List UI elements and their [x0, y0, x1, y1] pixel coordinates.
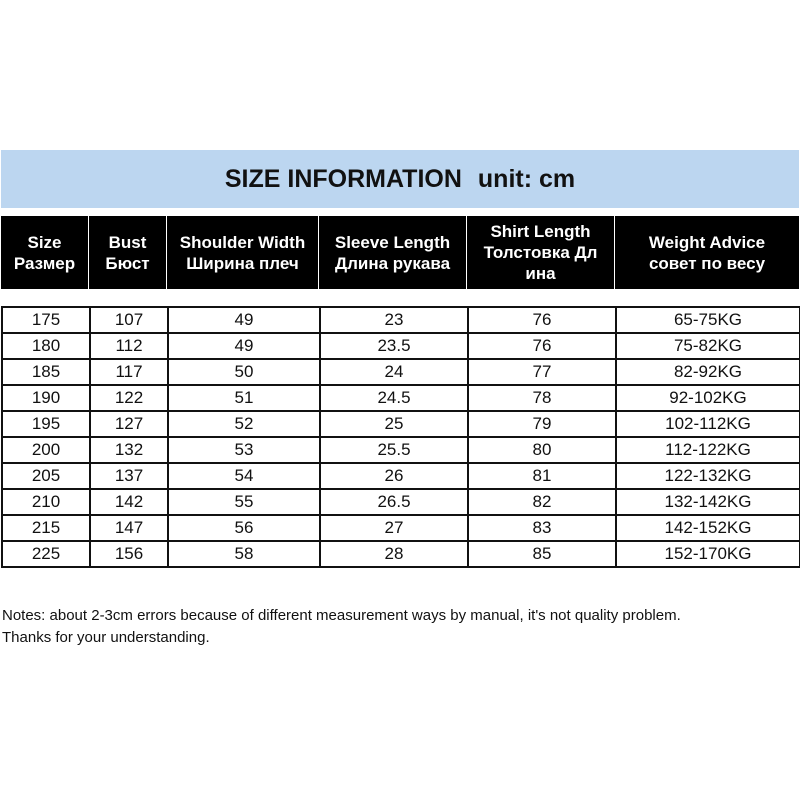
table-row	[2, 307, 800, 333]
table-cell: 82	[468, 489, 616, 515]
table-row	[2, 359, 800, 385]
table-cell: 122	[90, 385, 168, 411]
table-cell: 81	[468, 463, 616, 489]
table-row	[2, 411, 800, 437]
table-cell: 205	[2, 463, 90, 489]
header-line: Длина рукава	[334, 253, 451, 273]
table-cell: 54	[168, 463, 320, 489]
header-line: Size	[27, 232, 62, 252]
table-cell: 26	[320, 463, 468, 489]
header-sleeve-length	[319, 216, 467, 289]
table-cell: 210	[2, 489, 90, 515]
table-cell: 195	[2, 411, 90, 437]
table-cell: 185	[2, 359, 90, 385]
header-line: Bust	[108, 232, 147, 252]
header-line: Бюст	[105, 253, 150, 273]
table-cell: 23	[320, 307, 468, 333]
table-cell: 200	[2, 437, 90, 463]
header-shoulder-width	[167, 216, 319, 289]
table-cell: 80	[468, 437, 616, 463]
header-line: ина	[525, 264, 556, 283]
table-cell: 117	[90, 359, 168, 385]
table-cell: 28	[320, 541, 468, 567]
table-cell: 190	[2, 385, 90, 411]
table-cell: 53	[168, 437, 320, 463]
header-weight-advice	[615, 216, 799, 289]
header-shirt-length	[467, 216, 615, 289]
table-cell: 180	[2, 333, 90, 359]
table-cell: 25.5	[320, 437, 468, 463]
table-cell: 49	[168, 307, 320, 333]
table-row	[2, 385, 800, 411]
header-line: Weight Advice	[648, 232, 766, 252]
table-cell: 50	[168, 359, 320, 385]
table-cell: 25	[320, 411, 468, 437]
unit-label: unit: cm	[477, 164, 576, 193]
table-row	[2, 437, 800, 463]
header-line: Shirt Length	[490, 222, 591, 241]
page-title: SIZE INFORMATION	[224, 164, 462, 193]
table-cell: 23.5	[320, 333, 468, 359]
table-cell: 77	[468, 359, 616, 385]
table-cell: 78	[468, 385, 616, 411]
table-cell: 102-112KG	[616, 411, 800, 437]
table-row	[2, 333, 800, 359]
table-cell: 49	[168, 333, 320, 359]
notes-line: Notes: about 2-3cm errors because of different measurement ways by manual, it's not quality problem.	[2, 607, 681, 624]
table-header	[1, 216, 799, 289]
notes-line: Thanks for your understanding.	[2, 629, 210, 646]
table-cell: 175	[2, 307, 90, 333]
title-band	[1, 150, 799, 208]
table-cell: 142	[90, 489, 168, 515]
table-cell: 132-142KG	[616, 489, 800, 515]
table-cell: 24.5	[320, 385, 468, 411]
notes	[2, 605, 798, 649]
header-line: Shoulder Width	[179, 232, 306, 252]
table-cell: 132	[90, 437, 168, 463]
table-row	[2, 489, 800, 515]
table-cell: 112	[90, 333, 168, 359]
table-cell: 76	[468, 307, 616, 333]
table-row	[2, 515, 800, 541]
table-cell: 55	[168, 489, 320, 515]
table-cell: 79	[468, 411, 616, 437]
table-cell: 156	[90, 541, 168, 567]
table-cell: 137	[90, 463, 168, 489]
table-cell: 107	[90, 307, 168, 333]
table-cell: 147	[90, 515, 168, 541]
size-table	[1, 306, 800, 568]
header-bust	[89, 216, 167, 289]
table-row	[2, 541, 800, 567]
table-cell: 92-102KG	[616, 385, 800, 411]
table-cell: 215	[2, 515, 90, 541]
table-cell: 27	[320, 515, 468, 541]
table-cell: 85	[468, 541, 616, 567]
table-cell: 152-170KG	[616, 541, 800, 567]
table-cell: 56	[168, 515, 320, 541]
header-line: совет по весу	[648, 253, 766, 273]
table-cell: 225	[2, 541, 90, 567]
table-cell: 122-132KG	[616, 463, 800, 489]
header-size	[1, 216, 89, 289]
table-cell: 65-75KG	[616, 307, 800, 333]
header-line: Ширина плеч	[186, 253, 299, 273]
table-cell: 83	[468, 515, 616, 541]
table-cell: 51	[168, 385, 320, 411]
table-cell: 142-152KG	[616, 515, 800, 541]
table-cell: 26.5	[320, 489, 468, 515]
table-cell: 127	[90, 411, 168, 437]
table-cell: 82-92KG	[616, 359, 800, 385]
table-cell: 112-122KG	[616, 437, 800, 463]
table-row	[2, 463, 800, 489]
table-cell: 52	[168, 411, 320, 437]
table-cell: 76	[468, 333, 616, 359]
header-line: Sleeve Length	[334, 232, 451, 252]
table-cell: 24	[320, 359, 468, 385]
table-body	[2, 307, 800, 567]
header-line: Толстовка Дл	[483, 243, 598, 262]
table-cell: 58	[168, 541, 320, 567]
header-line: Размер	[13, 253, 76, 273]
table-cell: 75-82KG	[616, 333, 800, 359]
